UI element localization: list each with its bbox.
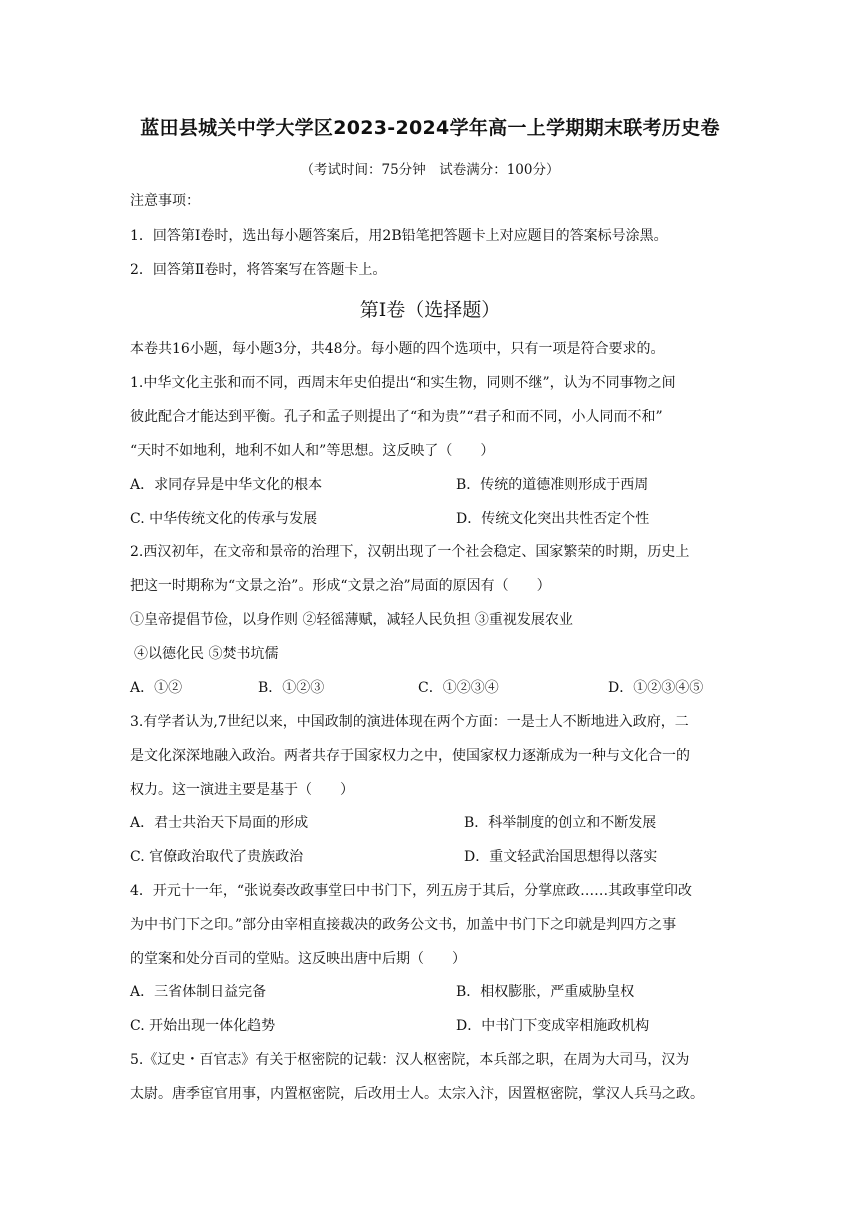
question-1-option-c: C. 中华传统文化的传承与发展 — [130, 511, 318, 527]
question-1-line: 彼此配合才能达到平衡。孔子和孟子则提出了“和为贵”“君子和而不同，小人同而不和” — [130, 409, 663, 425]
question-4-option-d: D．中书门下变成宰相施政机构 — [456, 1018, 650, 1034]
question-2-line: 把这一时期称为“文景之治”。形成“文景之治”局面的原因有（ ） — [130, 578, 551, 594]
question-3-option-b: B．科举制度的创立和不断发展 — [464, 815, 657, 831]
question-5-line: 5.《辽史・百官志》有关于枢密院的记载：汉人枢密院，本兵部之职，在周为大司马，汉为 — [130, 1052, 690, 1068]
question-1-line: “天时不如地利，地利不如人和”等思想。这反映了（ ） — [130, 443, 495, 459]
question-4-line: 4．开元十一年，“张说奏改政事堂曰中书门下，列五房于其后，分掌庶政……其政事堂印改 — [130, 883, 693, 899]
section-title: 第Ⅰ卷（选择题） — [359, 299, 501, 321]
question-2-line: ④以德化民 ⑤焚书坑儒 — [134, 646, 279, 662]
question-2-option-c: C．①②③④ — [418, 680, 499, 696]
question-4-option-c: C. 开始出现一体化趋势 — [130, 1018, 276, 1034]
question-1-option-a: A．求同存异是中华文化的根本 — [130, 477, 323, 493]
question-3-option-a: A．君士共治天下局面的形成 — [130, 815, 309, 831]
exam-title: 蓝田县城关中学大学区2023-2024学年高一上学期期末联考历史卷 — [140, 117, 720, 139]
question-4-option-b: B．相权膨胀，严重威胁皇权 — [456, 984, 635, 1000]
question-2-option-a: A．①② — [130, 680, 183, 696]
question-1-option-d: D．传统文化突出共性否定个性 — [456, 511, 650, 527]
exam-subtitle: （考试时间：75分钟 试卷满分：100分） — [300, 162, 560, 178]
question-2-line: 2.西汉初年，在文帝和景帝的治理下，汉朝出现了一个社会稳定、国家繁荣的时期，历史上 — [130, 544, 690, 560]
question-3-line: 是文化深深地融入政治。两者共存于国家权力之中，使国家权力逐渐成为一种与文化合一的 — [130, 748, 690, 764]
question-1-line: 1.中华文化主张和而不同，西周末年史伯提出“和实生物，同则不继”，认为不同事物之间 — [130, 375, 676, 391]
question-2-line: ①皇帝提倡节俭，以身作则 ②轻徭薄赋，减轻人民负担 ③重视发展农业 — [130, 612, 573, 628]
section-intro: 本卷共16小题，每小题3分，共48分。每小题的四个选项中，只有一项是符合要求的。 — [130, 341, 665, 357]
question-2-option-b: B．①②③ — [258, 680, 325, 696]
question-3-line: 权力。这一演进主要是基于（ ） — [130, 782, 354, 798]
question-3-line: 3.有学者认为,7世纪以来，中国政制的演进体现在两个方面：一是士人不断地进入政府，二 — [130, 714, 689, 730]
question-4-option-a: A．三省体制日益完备 — [130, 984, 267, 1000]
question-2-option-d: D．①②③④⑤ — [608, 680, 704, 696]
question-3-option-c: C. 官僚政治取代了贵族政治 — [130, 849, 304, 865]
question-3-option-d: D．重文轻武治国思想得以落实 — [464, 849, 658, 865]
question-1-option-b: B．传统的道德准则形成于西周 — [456, 477, 649, 493]
question-4-line: 为中书门下之印。”部分由宰相直接裁决的政务公文书，加盖中书门下之印就是判四方之事 — [130, 917, 677, 933]
question-5-line: 太尉。唐季宦官用事，内置枢密院，后改用士人。太宗入汴，因置枢密院，掌汉人兵马之政。 — [130, 1086, 704, 1102]
note-item: 1．回答第Ⅰ卷时，选出每小题答案后，用2B铅笔把答题卡上对应题目的答案标号涂黑。 — [130, 228, 668, 244]
note-item: 2．回答第Ⅱ卷时，将答案写在答题卡上。 — [130, 262, 387, 278]
notes-heading: 注意事项： — [130, 193, 200, 209]
question-4-line: 的堂案和处分百司的堂贴。这反映出唐中后期（ ） — [130, 951, 466, 967]
